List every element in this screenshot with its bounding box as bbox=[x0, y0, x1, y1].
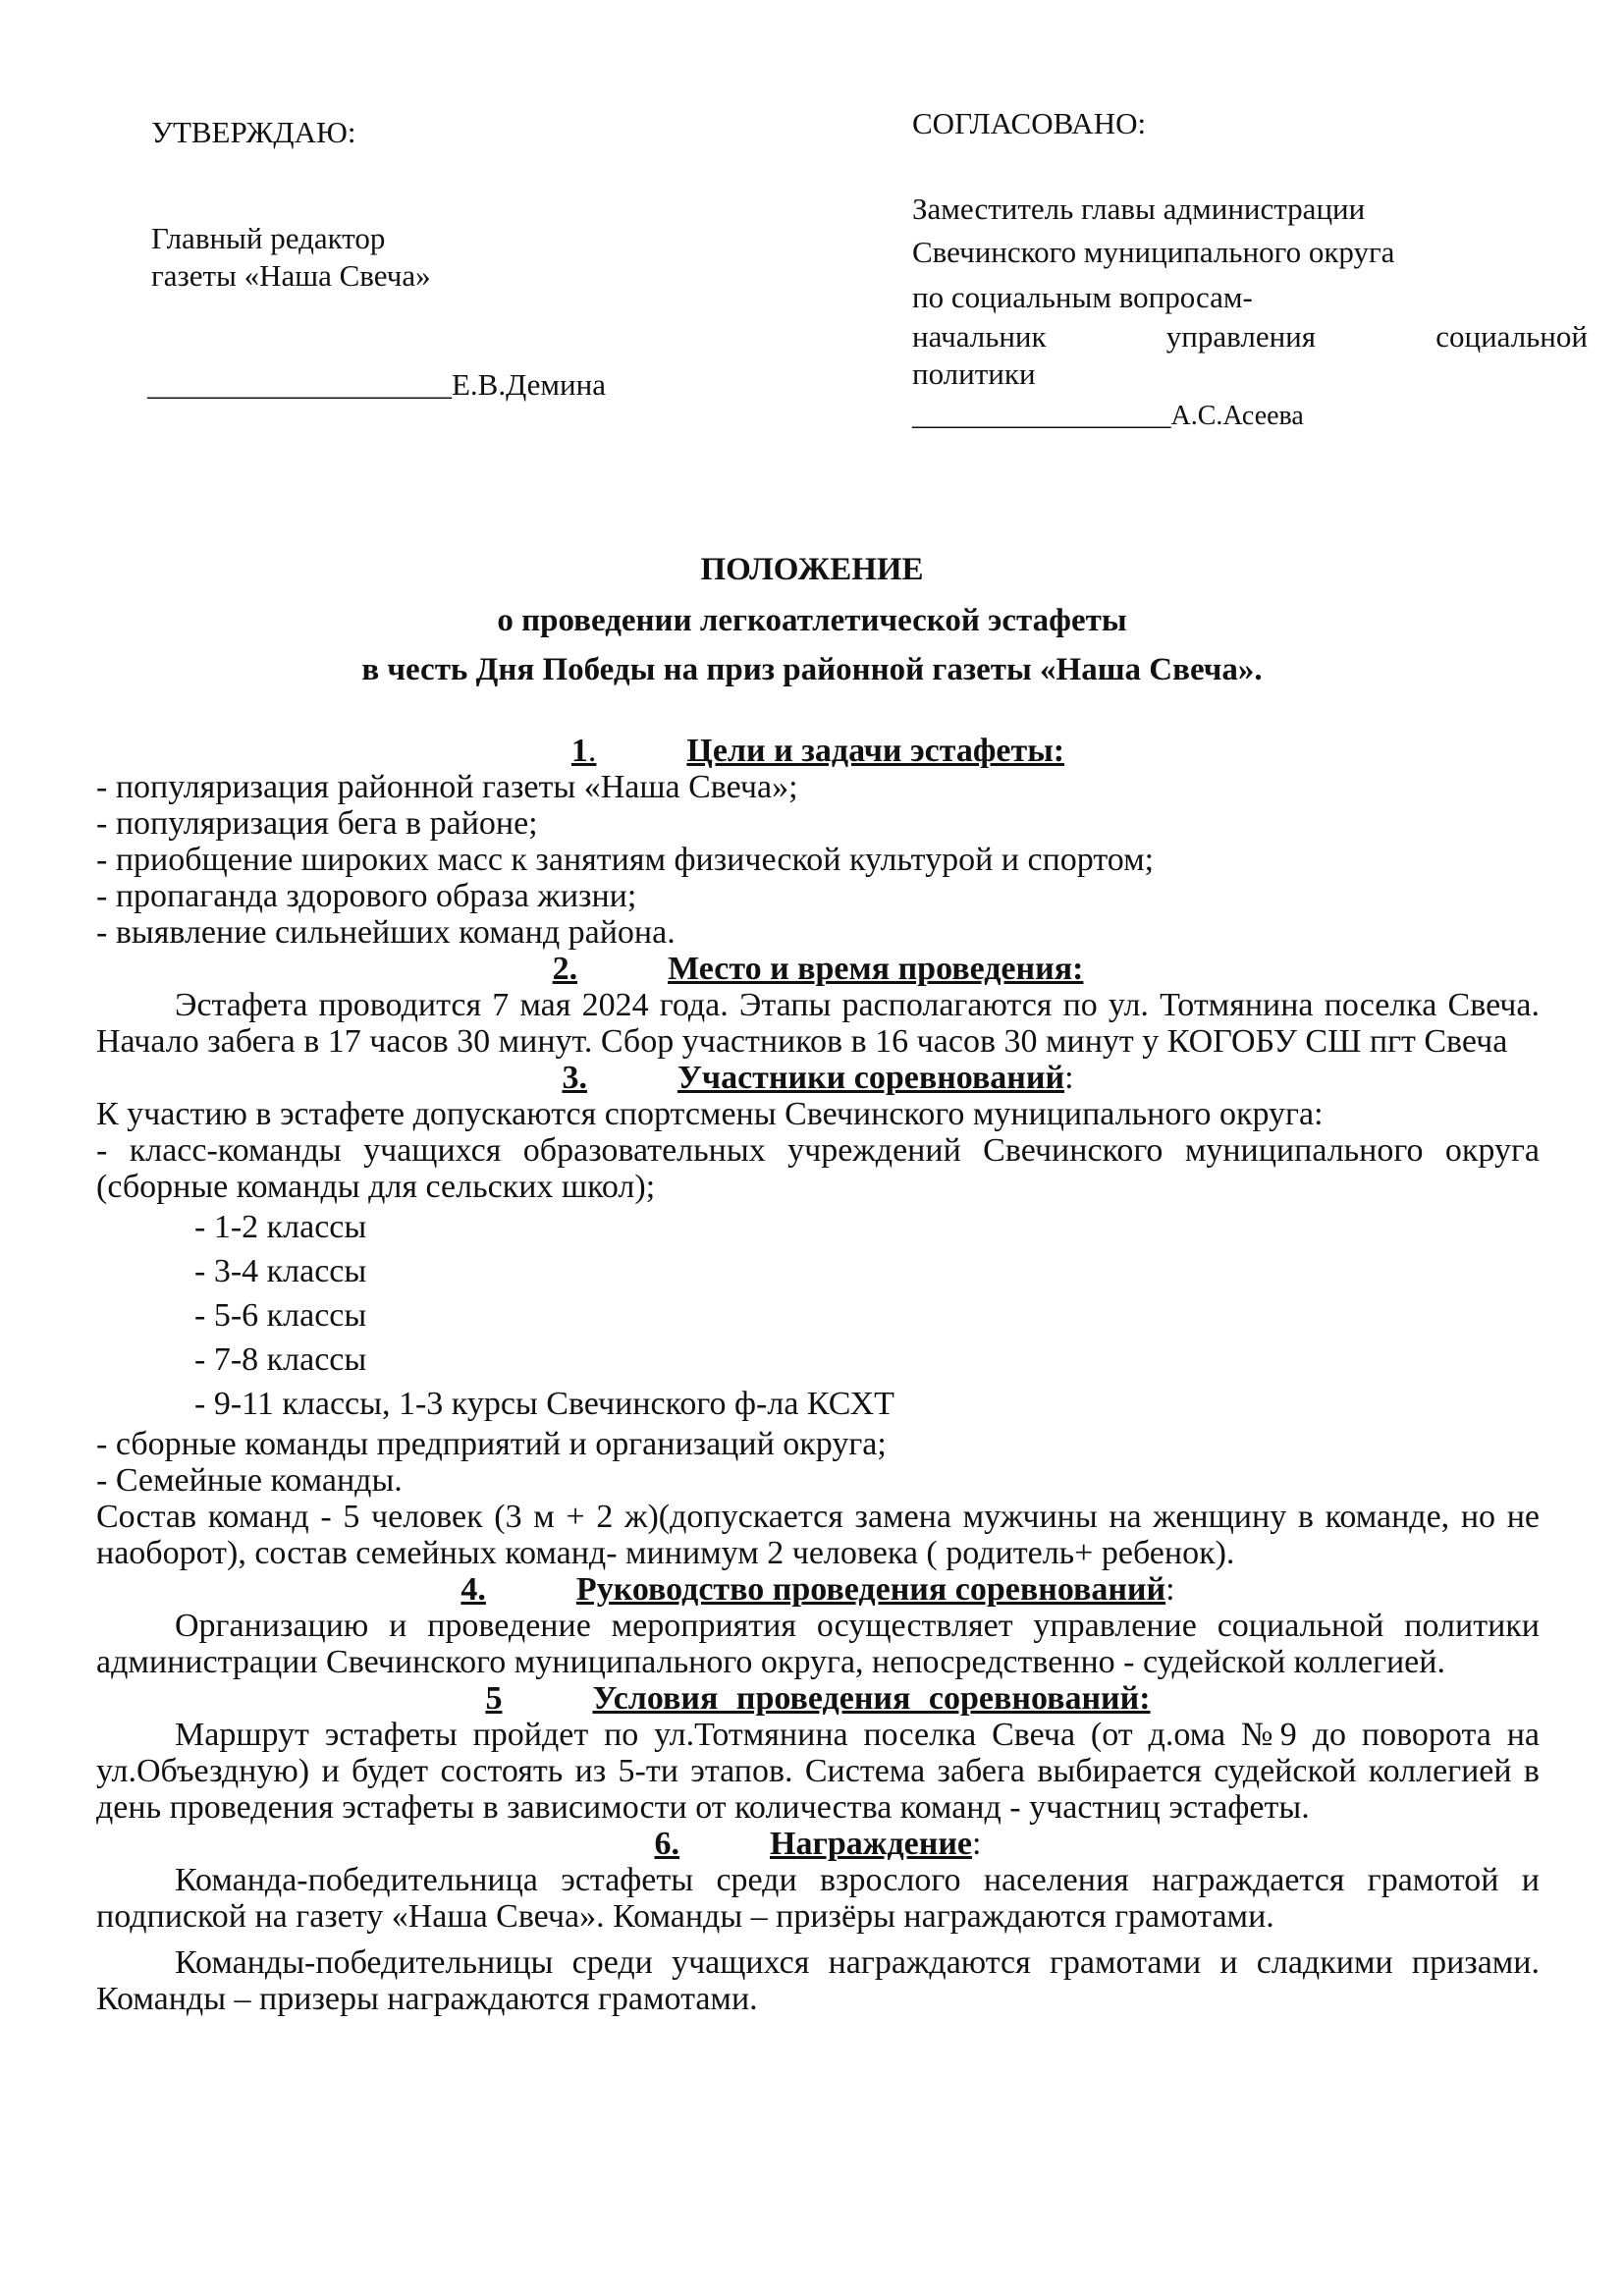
section-4-colon: : bbox=[1165, 1571, 1175, 1608]
section-2-number: 2. bbox=[552, 951, 578, 987]
list-item: - 9-11 классы, 1-3 курсы Свечинского ф-ла КСХТ bbox=[194, 1386, 894, 1422]
document-body bbox=[96, 733, 1540, 2017]
approve-label: УТВЕРЖДАЮ: bbox=[151, 115, 356, 149]
list-item: - популяризация районной газеты «Наша Свеча»; bbox=[96, 769, 798, 805]
list-item: - популяризация бега в районе; bbox=[96, 805, 538, 842]
agree-position-line-5: политики bbox=[912, 356, 1036, 391]
agree-signature-name: А.С.Асеева bbox=[1170, 401, 1304, 431]
agree-word-2: управления bbox=[1165, 319, 1317, 354]
section-3-title: Участники соревнований bbox=[677, 1060, 1065, 1096]
section-4-text: Организацию и проведение мероприятия осуществляет управление социальной политики администрации Свечинского муниципального округа, непосредственно - судейской коллегией. bbox=[96, 1608, 1540, 1680]
list-item: - Семейные команды. bbox=[96, 1462, 403, 1499]
section-4-heading bbox=[96, 1571, 1540, 1608]
section-3-class-teams: - класс-команды учащихся образовательных учреждений Свечинского муниципального округа (сборные команды для сельских школ); bbox=[96, 1132, 1540, 1205]
section-1-number-dot: . bbox=[587, 733, 597, 769]
agree-signature bbox=[912, 396, 1304, 434]
list-item: - выявление сильнейших команд района. bbox=[96, 914, 676, 951]
agree-position-line-3: по социальным вопросам- bbox=[912, 280, 1253, 314]
section-6-paragraph-2: Команды-победительницы среди учащихся награждаются грамотами и сладкими призами. Команды – призеры награждаются грамотами. bbox=[96, 1944, 1540, 2017]
section-5-heading bbox=[96, 1680, 1540, 1717]
list-item: - сборные команды предприятий и организаций округа; bbox=[96, 1426, 887, 1462]
section-5-number: 5 bbox=[485, 1680, 503, 1717]
section-3-number: 3. bbox=[562, 1060, 587, 1096]
list-item: - 3-4 классы bbox=[194, 1253, 367, 1289]
list-item: - 7-8 классы bbox=[194, 1341, 367, 1378]
agree-signature-line: _________________ bbox=[912, 397, 1171, 431]
section-3-heading bbox=[96, 1060, 1540, 1096]
agree-label: СОГЛАСОВАНО: bbox=[912, 106, 1147, 140]
section-5-text: Маршрут эстафеты пройдет по ул.Тотмянина поселка Свеча (от д.ома №9 до поворота на ул.Объездную) и будет состоять из 5-ти этапов. Система забега выбирается судейской коллегией в день проведения эстафеты в зависимости от количества команд - участниц эстафеты. bbox=[96, 1717, 1540, 1826]
approve-position: Главный редактор bbox=[151, 221, 386, 255]
document-subtitle-1: о проведении легкоатлетической эстафеты bbox=[497, 603, 1127, 638]
document-subtitle-2: в честь Дня Победы на приз районной газеты «Наша Свеча». bbox=[361, 652, 1263, 687]
section-6-colon: : bbox=[972, 1826, 982, 1862]
section-1-heading bbox=[96, 733, 1540, 769]
list-item: - пропаганда здорового образа жизни; bbox=[96, 878, 637, 914]
section-4-number: 4. bbox=[460, 1571, 486, 1608]
agree-word-3: социальной bbox=[1435, 319, 1588, 354]
section-6-title: Награждение bbox=[770, 1826, 973, 1862]
agree-position-line-2: Свечинского муниципального округа bbox=[912, 235, 1395, 269]
section-2-text: Эстафета проводится 7 мая 2024 года. Этапы располагаются по ул. Тотмянина поселка Свеча. Начало забега в 17 часов 30 минут. Сбор участников в 16 часов 30 минут у КОГОБУ СШ пгт Свеча bbox=[96, 987, 1540, 1060]
section-6-number: 6. bbox=[654, 1826, 680, 1862]
agree-word-1: начальник bbox=[912, 319, 1047, 354]
section-6-paragraph-1: Команда-победительница эстафеты среди взрослого населения награждается грамотой и подпиской на газету «Наша Свеча». Команды – призёры награждаются грамотами. bbox=[96, 1862, 1540, 1935]
list-item: - 1-2 классы bbox=[194, 1209, 367, 1245]
section-3-colon: : bbox=[1064, 1060, 1074, 1096]
approve-organization: газеты «Наша Свеча» bbox=[151, 258, 431, 293]
section-2-heading bbox=[96, 951, 1540, 987]
section-1-title: Цели и задачи эстафеты: bbox=[686, 733, 1065, 769]
section-5-title: Условия проведения соревнований: bbox=[592, 1680, 1151, 1717]
approve-signature: ____________________Е.В.Демина bbox=[147, 367, 606, 402]
section-1-number: 1 bbox=[570, 733, 588, 769]
section-2-title: Место и время проведения: bbox=[668, 951, 1084, 987]
list-item: - приобщение широких масс к занятиям физической культурой и спортом; bbox=[96, 842, 1155, 878]
list-item: - 5-6 классы bbox=[194, 1297, 367, 1334]
section-3-intro: К участию в эстафете допускаются спортсмены Свечинского муниципального округа: bbox=[96, 1096, 1324, 1132]
section-4-title: Руководство проведения соревнований bbox=[575, 1571, 1166, 1608]
agree-position-line-1: Заместитель главы администрации bbox=[912, 191, 1366, 226]
section-3-composition: Состав команд - 5 человек (3 м + 2 ж)(допускается замена мужчины на женщину в команде, но не наоборот), состав семейных команд- минимум 2 человека ( родитель+ ребенок). bbox=[96, 1499, 1540, 1571]
section-6-heading bbox=[96, 1826, 1540, 1862]
agree-position-line-4 bbox=[912, 318, 1588, 355]
document-title: ПОЛОЖЕНИЕ bbox=[700, 552, 924, 587]
